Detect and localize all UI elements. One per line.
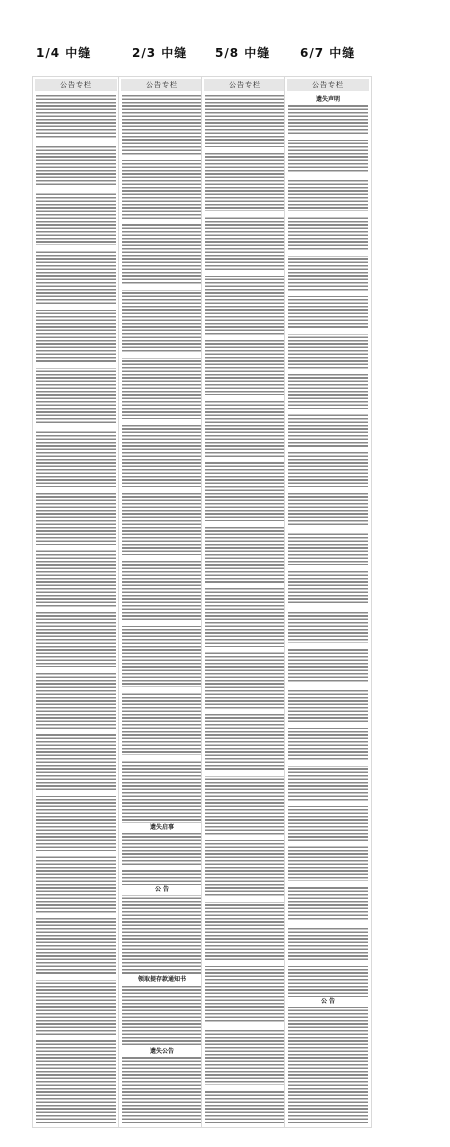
section-heading: 遗失公告 <box>122 1047 202 1057</box>
strip-header: 公告专栏 <box>121 79 203 91</box>
newspaper-strip-2 <box>118 76 206 1128</box>
section-heading: 领取提存款通知书 <box>122 975 202 985</box>
section-heading: 公 告 <box>288 997 368 1007</box>
newspaper-strip-4 <box>284 76 372 1128</box>
strip-header: 公告专栏 <box>204 79 286 91</box>
column-label-4: 6/7 中缝 <box>300 46 356 60</box>
column-label-3: 5/8 中缝 <box>215 46 271 60</box>
newspaper-strip-1 <box>32 76 120 1128</box>
section-heading: 遗失声明 <box>288 95 368 105</box>
column-label-2: 2/3 中缝 <box>132 46 188 60</box>
newspaper-strip-3 <box>201 76 289 1128</box>
section-heading: 遗失启事 <box>122 823 202 833</box>
notice-text-block <box>288 95 368 1123</box>
notice-text-block <box>36 95 116 1123</box>
notice-text-block <box>122 95 202 1123</box>
column-label-1: 1/4 中缝 <box>36 46 92 60</box>
section-heading: 公 告 <box>122 885 202 895</box>
notice-text-block <box>205 95 285 1123</box>
strip-header: 公告专栏 <box>287 79 369 91</box>
strip-header: 公告专栏 <box>35 79 117 91</box>
